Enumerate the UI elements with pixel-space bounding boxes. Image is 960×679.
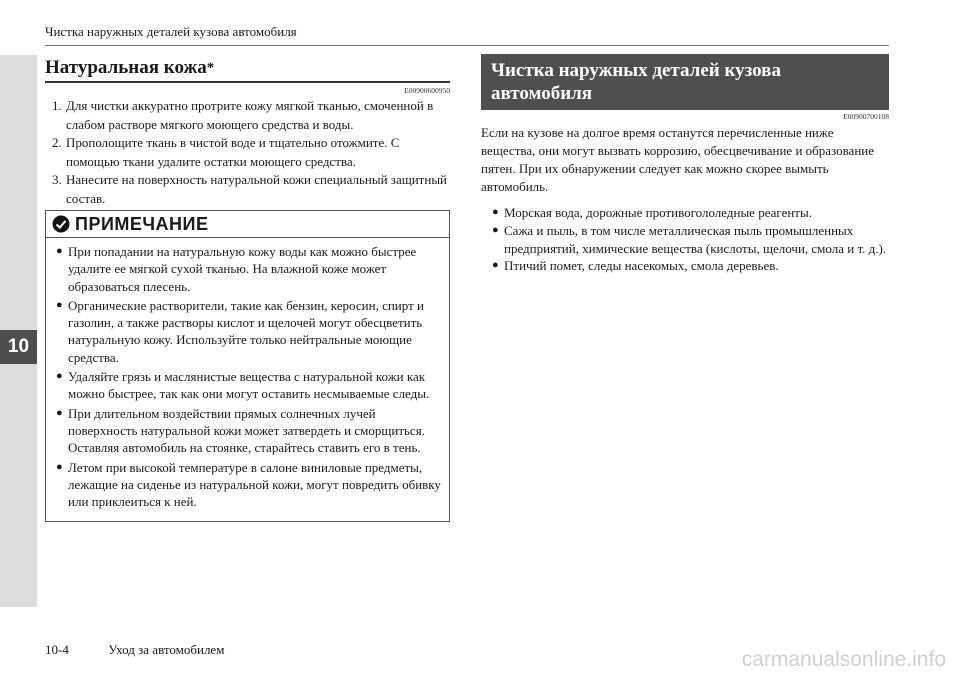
bullet-icon: ● bbox=[492, 206, 499, 218]
page-footer bbox=[45, 642, 224, 658]
bullet-icon: ● bbox=[56, 406, 63, 419]
step-item bbox=[52, 171, 452, 208]
note-item-text: Удаляйте грязь и маслянистые вещества с натуральной кожи как можно быстрее, так как они могут оставить несмываемые следы. bbox=[68, 369, 430, 402]
cleaning-steps bbox=[52, 97, 452, 208]
section-code: E00900700108 bbox=[843, 112, 889, 121]
list-item bbox=[492, 257, 887, 275]
list-item-text: Сажа и пыль, в том числе металлическая пыль промышленных предприятий, химические вещества (кислоты, щелочи, смола и т. д.). bbox=[504, 222, 887, 256]
watermark: carmanualsonline.info bbox=[741, 648, 946, 671]
chapter-badge: 10 bbox=[0, 330, 37, 364]
step-text: Прополощите ткань в чистой воде и тщательно отожмите. С помощью ткани удалите остатки моющего средства. bbox=[66, 135, 400, 169]
section-title-text: Натуральная кожа bbox=[45, 57, 207, 78]
title-asterisk: * bbox=[206, 60, 215, 76]
note-item bbox=[56, 297, 443, 366]
step-number: 2. bbox=[52, 135, 62, 150]
step-number: 1. bbox=[52, 98, 62, 113]
step-item bbox=[52, 97, 452, 134]
section-banner-exterior bbox=[481, 54, 889, 110]
bullet-icon: ● bbox=[56, 298, 63, 311]
list-item-text: Птичий помет, следы насекомых, смола деревьев. bbox=[504, 258, 779, 274]
note-box bbox=[45, 210, 450, 522]
step-number: 3. bbox=[52, 172, 62, 187]
header-divider bbox=[45, 45, 889, 46]
running-title: Чистка наружных деталей кузова автомобиля bbox=[45, 24, 297, 39]
bullet-icon: ● bbox=[56, 245, 63, 257]
note-item-text: Органические растворители, такие как бензин, керосин, спирт и газолин, а также растворы кислот и щелочей могут обесцветить натуральную кожу. Используйте только нейтральные моющие средства. bbox=[68, 297, 424, 365]
section-code: E00900600950 bbox=[404, 86, 450, 95]
contaminant-list bbox=[492, 204, 887, 275]
step-text: Для чистки аккуратно протрите кожу мягкой тканью, смоченной в слабом растворе мягкого моющего средства и воды. bbox=[66, 98, 434, 132]
list-item-text: Морская вода, дорожные противогололедные реагенты. bbox=[504, 205, 812, 220]
banner-title-line-2: автомобиля bbox=[491, 83, 593, 104]
note-item-text: При длительном воздействии прямых солнечных лучей поверхность натуральной кожи может затвердеть и сморщиться. Оставляя автомобиль на стоянке, старайтесь ставить его в тень. bbox=[68, 405, 425, 456]
bullet-icon: ● bbox=[492, 223, 499, 236]
bullet-icon: ● bbox=[56, 370, 63, 383]
intro-paragraph: Если на кузове на долгое время останутся перечисленные ниже вещества, они могут вызвать коррозию, обесцвечивание и образование пятен. При их обнаружении следует как можно скорее вымыть автомобиль. bbox=[481, 125, 875, 194]
list-item bbox=[492, 204, 887, 222]
step-item bbox=[52, 134, 452, 171]
check-icon bbox=[52, 215, 70, 233]
note-header bbox=[46, 211, 449, 238]
page-number: 10-4 bbox=[45, 642, 69, 657]
note-item bbox=[56, 459, 443, 511]
note-heading: ПРИМЕЧАНИЕ bbox=[75, 213, 209, 234]
bullet-icon: ● bbox=[492, 259, 499, 272]
list-item bbox=[492, 222, 887, 258]
bullet-icon: ● bbox=[56, 460, 63, 473]
section-title-leather bbox=[45, 55, 450, 83]
note-item-text: Летом при высокой температуре в салоне виниловые предметы, лежащие на сиденье из натуральной кожи, могут повредить обивку или приклеиться к ней. bbox=[68, 459, 441, 510]
footer-section-title: Уход за автомобилем bbox=[108, 642, 225, 657]
banner-title-line-1: Чистка наружных деталей кузова bbox=[491, 60, 781, 81]
note-list bbox=[46, 238, 449, 510]
step-text: Нанесите на поверхность натуральной кожи специальный защитный состав. bbox=[66, 172, 448, 206]
note-item bbox=[56, 368, 443, 403]
note-item bbox=[56, 243, 443, 295]
note-item-text: При попадании на натуральную кожу воды как можно быстрее удалите ее мягкой сухой тканью. На влажной коже может образоваться плесень. bbox=[68, 244, 417, 294]
note-item bbox=[56, 405, 443, 457]
